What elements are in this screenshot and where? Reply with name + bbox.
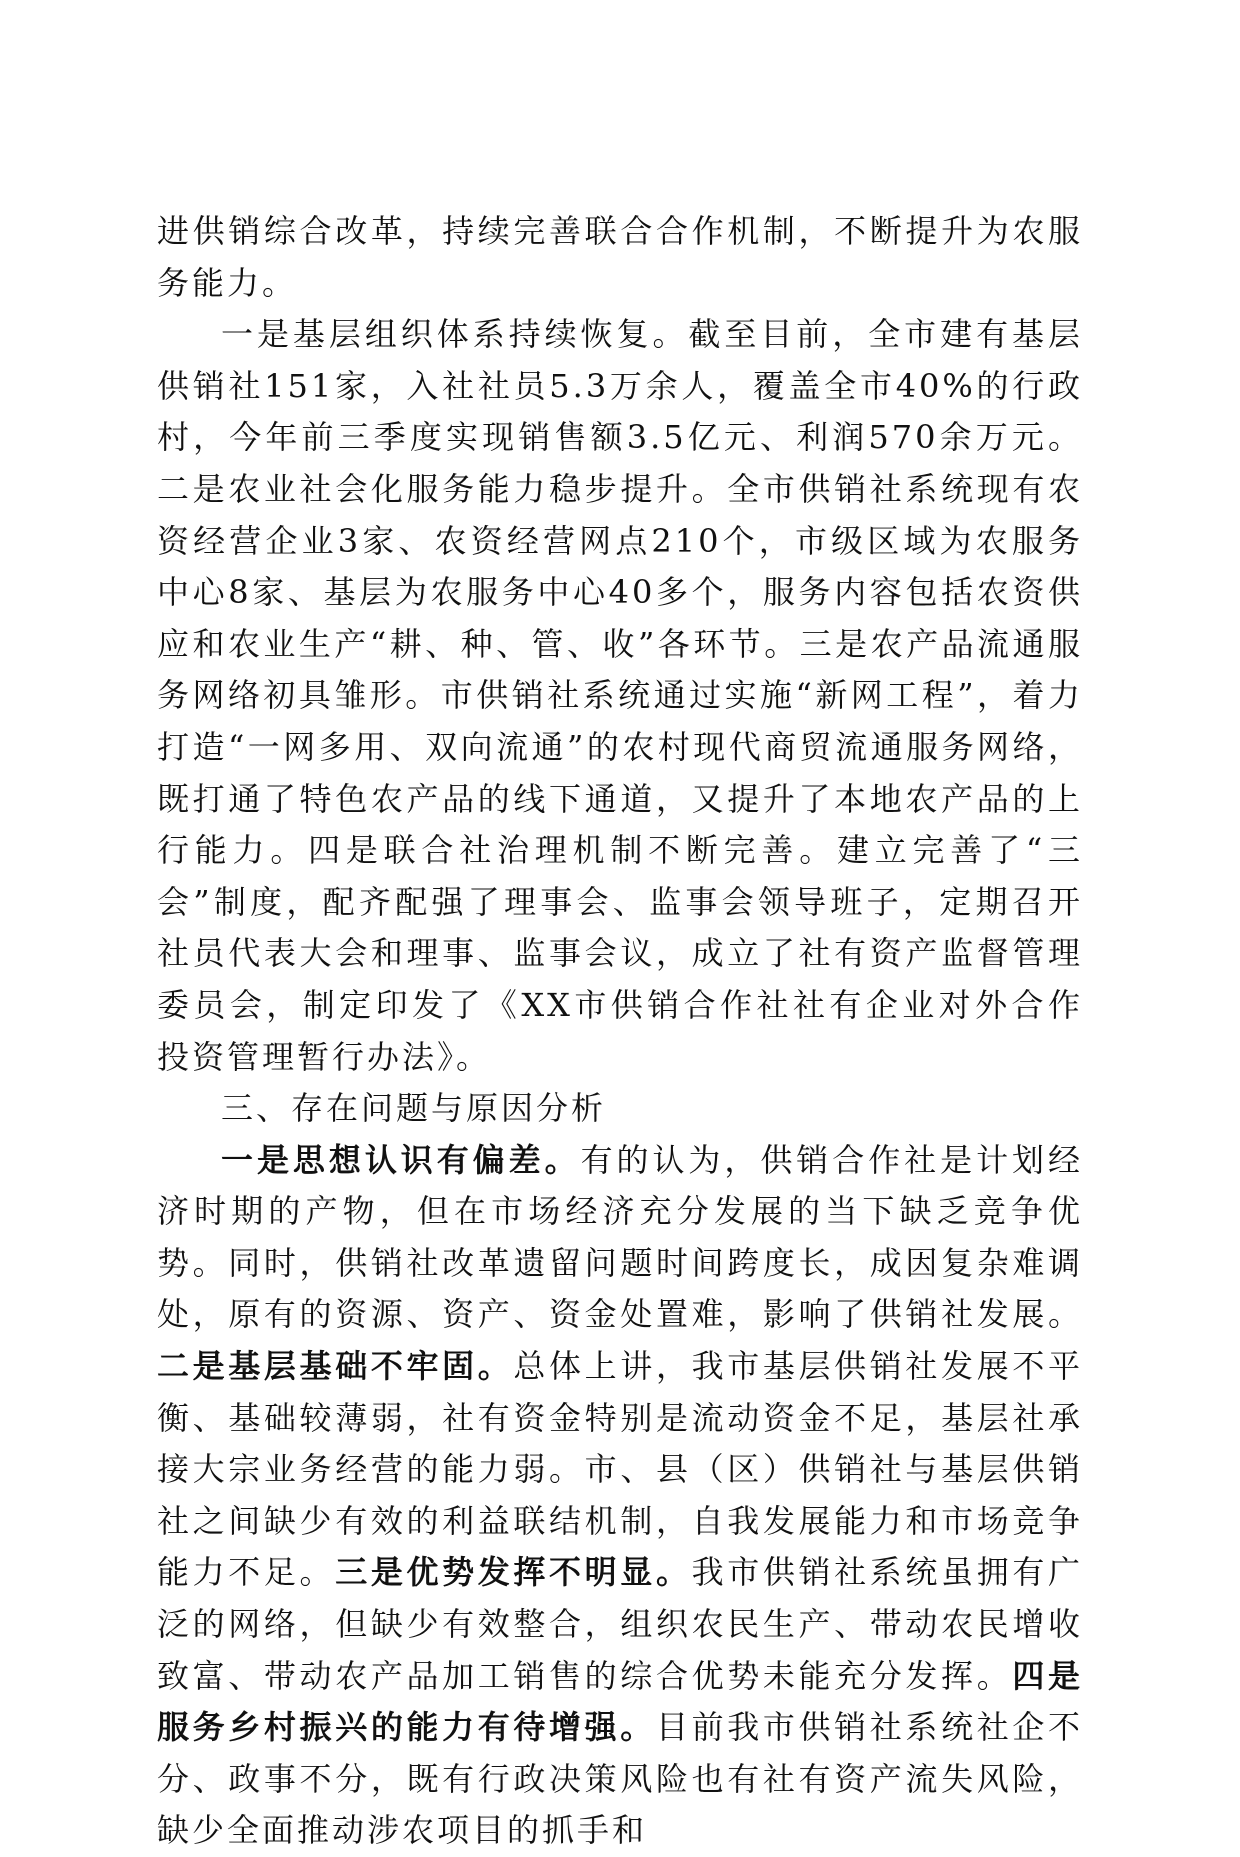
text-point-4: 目前我市供销社系统社企不分、政事不分，既有行政决策风险也有社有资产流失风险，缺少全面推动涉农项目的抓手和 (157, 1708, 1083, 1850)
text-point-1: 有的认为，供销合作社是计划经济时期的产物，但在市场经济充分发展的当下缺乏竞争优势。同时，供销社改革遗留问题时间跨度长，成因复杂难调处，原有的资源、资产、资金处置难，影响了供销社发展。 (157, 1140, 1083, 1334)
bold-point-3: 三是优势发挥不明显。 (335, 1553, 692, 1592)
paragraph-problems (157, 1135, 1083, 1857)
paragraph-achievements: 一是基层组织体系持续恢复。截至目前，全市建有基层供销社151家，入社社员5.3万余人，覆盖全市40%的行政村，今年前三季度实现销售额3.5亿元、利润570余万元。二是农业社会化服务能力稳步提升。全市供销社系统现有农资经营企业3家、农资经营网点210个，市级区域为农服务中心8家、基层为农服务中心40多个，服务内容包括农资供应和农业生产“耕、种、管、收”各环节。三是农产品流通服务网络初具雏形。市供销社系统通过实施“新网工程”，着力打造“一网多用、双向流通”的农村现代商贸流通服务网络，既打通了特色农产品的线下通道，又提升了本地农产品的上行能力。四是联合社治理机制不断完善。建立完善了“三会”制度，配齐配强了理事会、监事会领导班子，定期召开社员代表大会和理事、监事会议，成立了社有资产监督管理委员会，制定印发了《XX市供销合作社社有企业对外合作投资管理暂行办法》。 (157, 315, 1083, 1076)
bold-point-4: 四是服务乡村振兴的能力有待增强。 (157, 1656, 1083, 1747)
bold-point-2: 二是基层基础不牢固。 (157, 1347, 514, 1386)
section-heading: 三、存在问题与原因分析 (221, 1089, 607, 1128)
text-point-3: 我市供销社系统虽拥有广泛的网络，但缺少有效整合，组织农民生产、带动农民增收致富、带动农产品加工销售的综合优势未能充分发挥。 (157, 1553, 1083, 1695)
text-point-2: 总体上讲，我市基层供销社发展不平衡、基础较薄弱，社有资金特别是流动资金不足，基层社承接大宗业务经营的能力弱。市、县（区）供销社与基层供销社之间缺少有效的利益联结机制，自我发展能力和市场竞争能力不足。 (157, 1347, 1083, 1592)
paragraph-continuation: 进供销综合改革，持续完善联合合作机制，不断提升为农服务能力。 (157, 212, 1083, 302)
bold-point-1: 一是思想认识有偏差。 (221, 1140, 581, 1179)
document-page (157, 206, 1083, 1857)
